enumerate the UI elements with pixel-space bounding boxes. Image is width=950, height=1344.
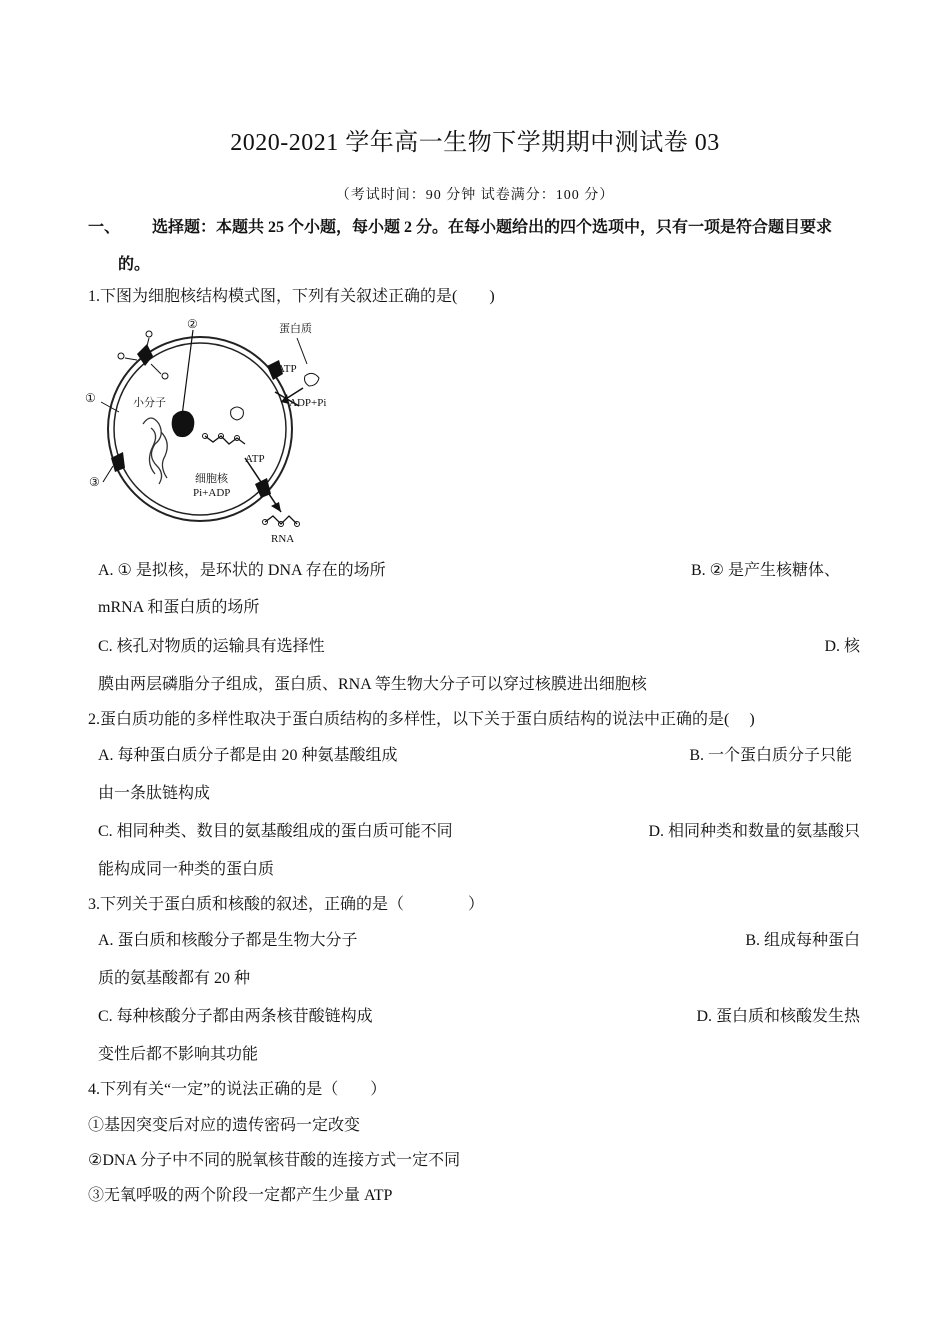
- nucleolus: [172, 411, 195, 437]
- question-1-option-b-cont: mRNA 和蛋白质的场所: [98, 599, 260, 616]
- section-instructions: 选择题：本题共 25 个小题，每小题 2 分。在每小题给出的四个选项中，只有一项是符合题目要求: [152, 219, 833, 236]
- question-1-option-a: A. ① 是拟核，是环状的 DNA 存在的场所: [98, 562, 386, 579]
- question-4-item-1: ①基因突变后对应的遗传密码一定改变: [88, 1117, 361, 1134]
- label-adp-pi: ADP+Pi: [289, 397, 327, 409]
- question-3-option-c: C. 每种核酸分子都由两条核苷酸链构成: [98, 1008, 373, 1025]
- label-rna: RNA: [271, 533, 295, 545]
- section-number: 一、: [88, 219, 121, 236]
- question-3-option-d-cont: 变性后都不影响其功能: [98, 1046, 259, 1063]
- label-pi-adp: Pi+ADP: [193, 487, 231, 499]
- label-1: ①: [85, 391, 96, 405]
- question-3-option-d: D. 蛋白质和核酸发生热: [696, 1008, 860, 1025]
- question-2-option-a: A. 每种蛋白质分子都是由 20 种氨基酸组成: [98, 747, 398, 764]
- question-1-option-b: B. ② 是产生核糖体、: [690, 562, 840, 579]
- label-nucleus: 细胞核: [195, 473, 228, 485]
- question-1-option-d-cont: 膜由两层磷脂分子组成，蛋白质、RNA 等生物大分子可以穿过核膜进出细胞核: [98, 676, 647, 693]
- label-atp-bottom: ATP: [245, 453, 265, 465]
- section-instructions-cont: 的。: [118, 256, 151, 273]
- question-2-stem: 2.蛋白质功能的多样性取决于蛋白质结构的多样性，以下关于蛋白质结构的说法中正确的是( ): [88, 711, 755, 728]
- label-protein: 蛋白质: [279, 323, 312, 335]
- question-3-option-b: B. 组成每种蛋白: [745, 932, 860, 949]
- question-2-option-c: C. 相同种类、数目的氨基酸组成的蛋白质可能不同: [98, 823, 453, 840]
- question-3-stem: 3.下列关于蛋白质和核酸的叙述，正确的是（ ）: [88, 896, 485, 913]
- label-small-molecule: 小分子: [133, 397, 166, 409]
- exam-info: （考试时间：90 分钟 试卷满分：100 分）: [335, 188, 615, 203]
- question-2-option-b: B. 一个蛋白质分子只能: [689, 747, 852, 764]
- nucleus-structure-diagram: [85, 316, 355, 548]
- question-3-option-b-cont: 质的氨基酸都有 20 种: [98, 970, 251, 987]
- label-2: ②: [187, 317, 198, 331]
- label-atp-top: ATP: [277, 363, 297, 375]
- question-1-option-d: D. 核: [824, 638, 860, 655]
- question-1-stem: 1.下图为细胞核结构模式图，下列有关叙述正确的是( ): [88, 288, 495, 305]
- label-3: ③: [89, 475, 100, 489]
- question-2-option-b-cont: 由一条肽链构成: [98, 785, 211, 802]
- question-4-item-2: ②DNA 分子中不同的脱氧核苷酸的连接方式一定不同: [88, 1152, 461, 1169]
- question-4-stem: 4.下列有关“一定”的说法正确的是（ ）: [88, 1081, 387, 1098]
- question-4-item-3: ③无氧呼吸的两个阶段一定都产生少量 ATP: [88, 1187, 393, 1204]
- question-2-option-d-cont: 能构成同一种类的蛋白质: [98, 861, 275, 878]
- question-3-option-a: A. 蛋白质和核酸分子都是生物大分子: [98, 932, 358, 949]
- page-title: 2020-2021 学年高一生物下学期期中测试卷 03: [230, 130, 720, 156]
- question-2-option-d: D. 相同种类和数量的氨基酸只: [648, 823, 860, 840]
- question-1-option-c: C. 核孔对物质的运输具有选择性: [98, 638, 325, 655]
